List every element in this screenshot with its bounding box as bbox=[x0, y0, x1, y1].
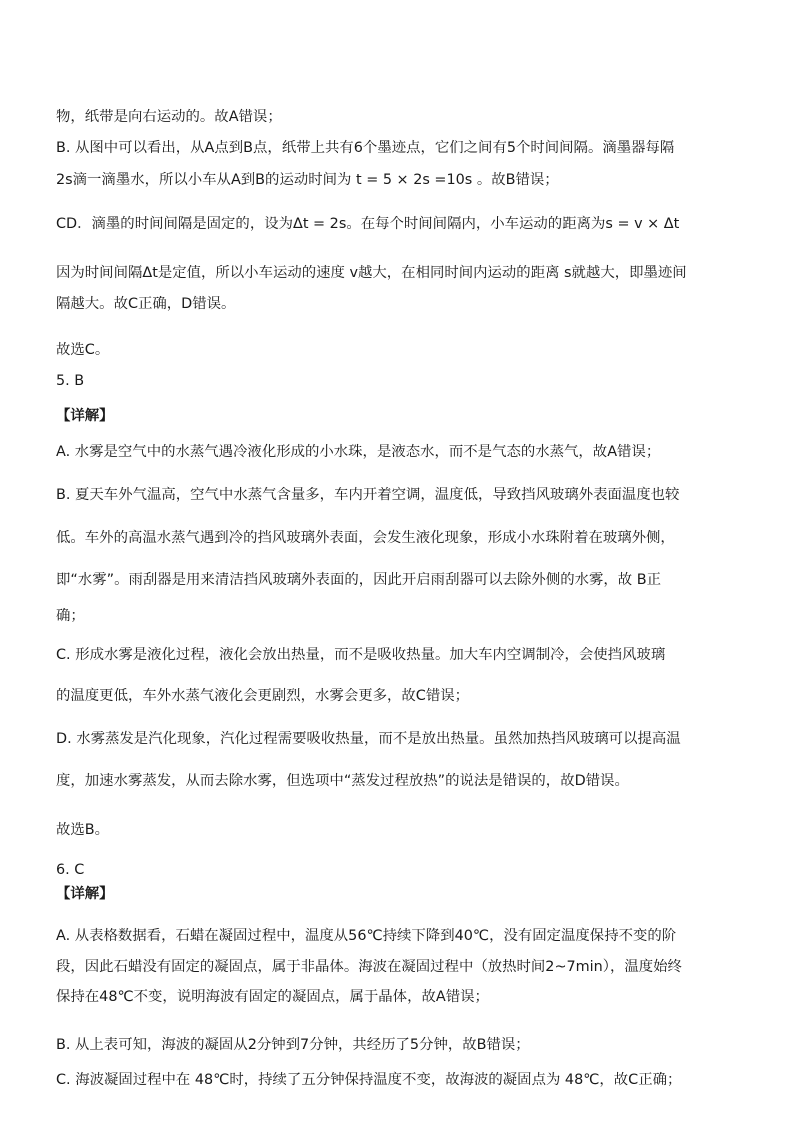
section-heading: 【详解】 bbox=[56, 886, 114, 902]
text-line: A. 水雾是空气中的水蒸气遇冷液化形成的小水珠，是液态水，而不是气态的水蒸气，故A错误； bbox=[56, 444, 661, 460]
section-heading: 【详解】 bbox=[56, 408, 114, 424]
text-line: 低。车外的高温水蒸气遇到冷的挡风玻璃外表面，会发生液化现象，形成小水珠附着在玻璃外侧， bbox=[56, 530, 675, 546]
text-line: C. 海波凝固过程中在 48℃时，持续了五分钟保持温度不变，故海波的凝固点为 48℃，故C正确； bbox=[56, 1072, 682, 1088]
text-line: 保持在48℃不变，说明海波有固定的凝固点，属于晶体，故A错误； bbox=[56, 989, 489, 1005]
text-line: 段，因此石蜡没有固定的凝固点，属于非晶体。海波在凝固过程中（放热时间2~7min），温度始终 bbox=[56, 959, 682, 975]
question-number: 6. C bbox=[56, 862, 85, 878]
text-line: CD．滴墨的时间间隔是固定的，设为Δt = 2s。在每个时间间隔内，小车运动的距离为s = v × Δt bbox=[56, 216, 680, 232]
text-line: 隔越大。故C正确，D错误。 bbox=[56, 296, 236, 312]
text-line: 即“水雾”。雨刮器是用来清洁挡风玻璃外表面的，因此开启雨刮器可以去除外侧的水雾，故 B正 bbox=[56, 572, 661, 588]
text-line: 确； bbox=[56, 608, 85, 624]
text-line: B. 从图中可以看出，从A点到B点，纸带上共有6个墨迹点，它们之间有5个时间间隔。滴墨器每隔 bbox=[56, 140, 675, 156]
text-line: D. 水雾蒸发是汽化现象，汽化过程需要吸收热量，而不是放出热量。虽然加热挡风玻璃可以提高温 bbox=[56, 731, 681, 747]
text-line: 故选C。 bbox=[56, 342, 110, 358]
text-line: B. 从上表可知，海波的凝固从2分钟到7分钟，共经历了5分钟，故B错误； bbox=[56, 1037, 530, 1053]
text-line: 的温度更低，车外水蒸气液化会更剧烈，水雾会更多，故C错误； bbox=[56, 688, 469, 704]
text-line: 故选B。 bbox=[56, 822, 110, 838]
text-line: 度，加速水雾蒸发，从而去除水雾，但选项中“蒸发过程放热”的说法是错误的，故D错误。 bbox=[56, 773, 629, 789]
text-line: 物，纸带是向右运动的。故A错误； bbox=[56, 109, 282, 125]
text-line: C. 形成水雾是液化过程，液化会放出热量，而不是吸收热量。加大车内空调制冷，会使挡风玻璃 bbox=[56, 647, 666, 663]
text-line: A. 从表格数据看，石蜡在凝固过程中，温度从56℃持续下降到40℃，没有固定温度保持不变的阶 bbox=[56, 928, 677, 944]
text-line: B. 夏天车外气温高，空气中水蒸气含量多，车内开着空调，温度低，导致挡风玻璃外表面温度也较 bbox=[56, 487, 680, 503]
text-line: 因为时间间隔Δt是定值，所以小车运动的速度 v越大，在相同时间内运动的距离 s就越大，即墨迹间 bbox=[56, 265, 687, 281]
question-number: 5. B bbox=[56, 373, 85, 389]
text-line: 2s滴一滴墨水，所以小车从A到B的运动时间为 t = 5 × 2s =10s 。故B错误； bbox=[56, 172, 559, 188]
